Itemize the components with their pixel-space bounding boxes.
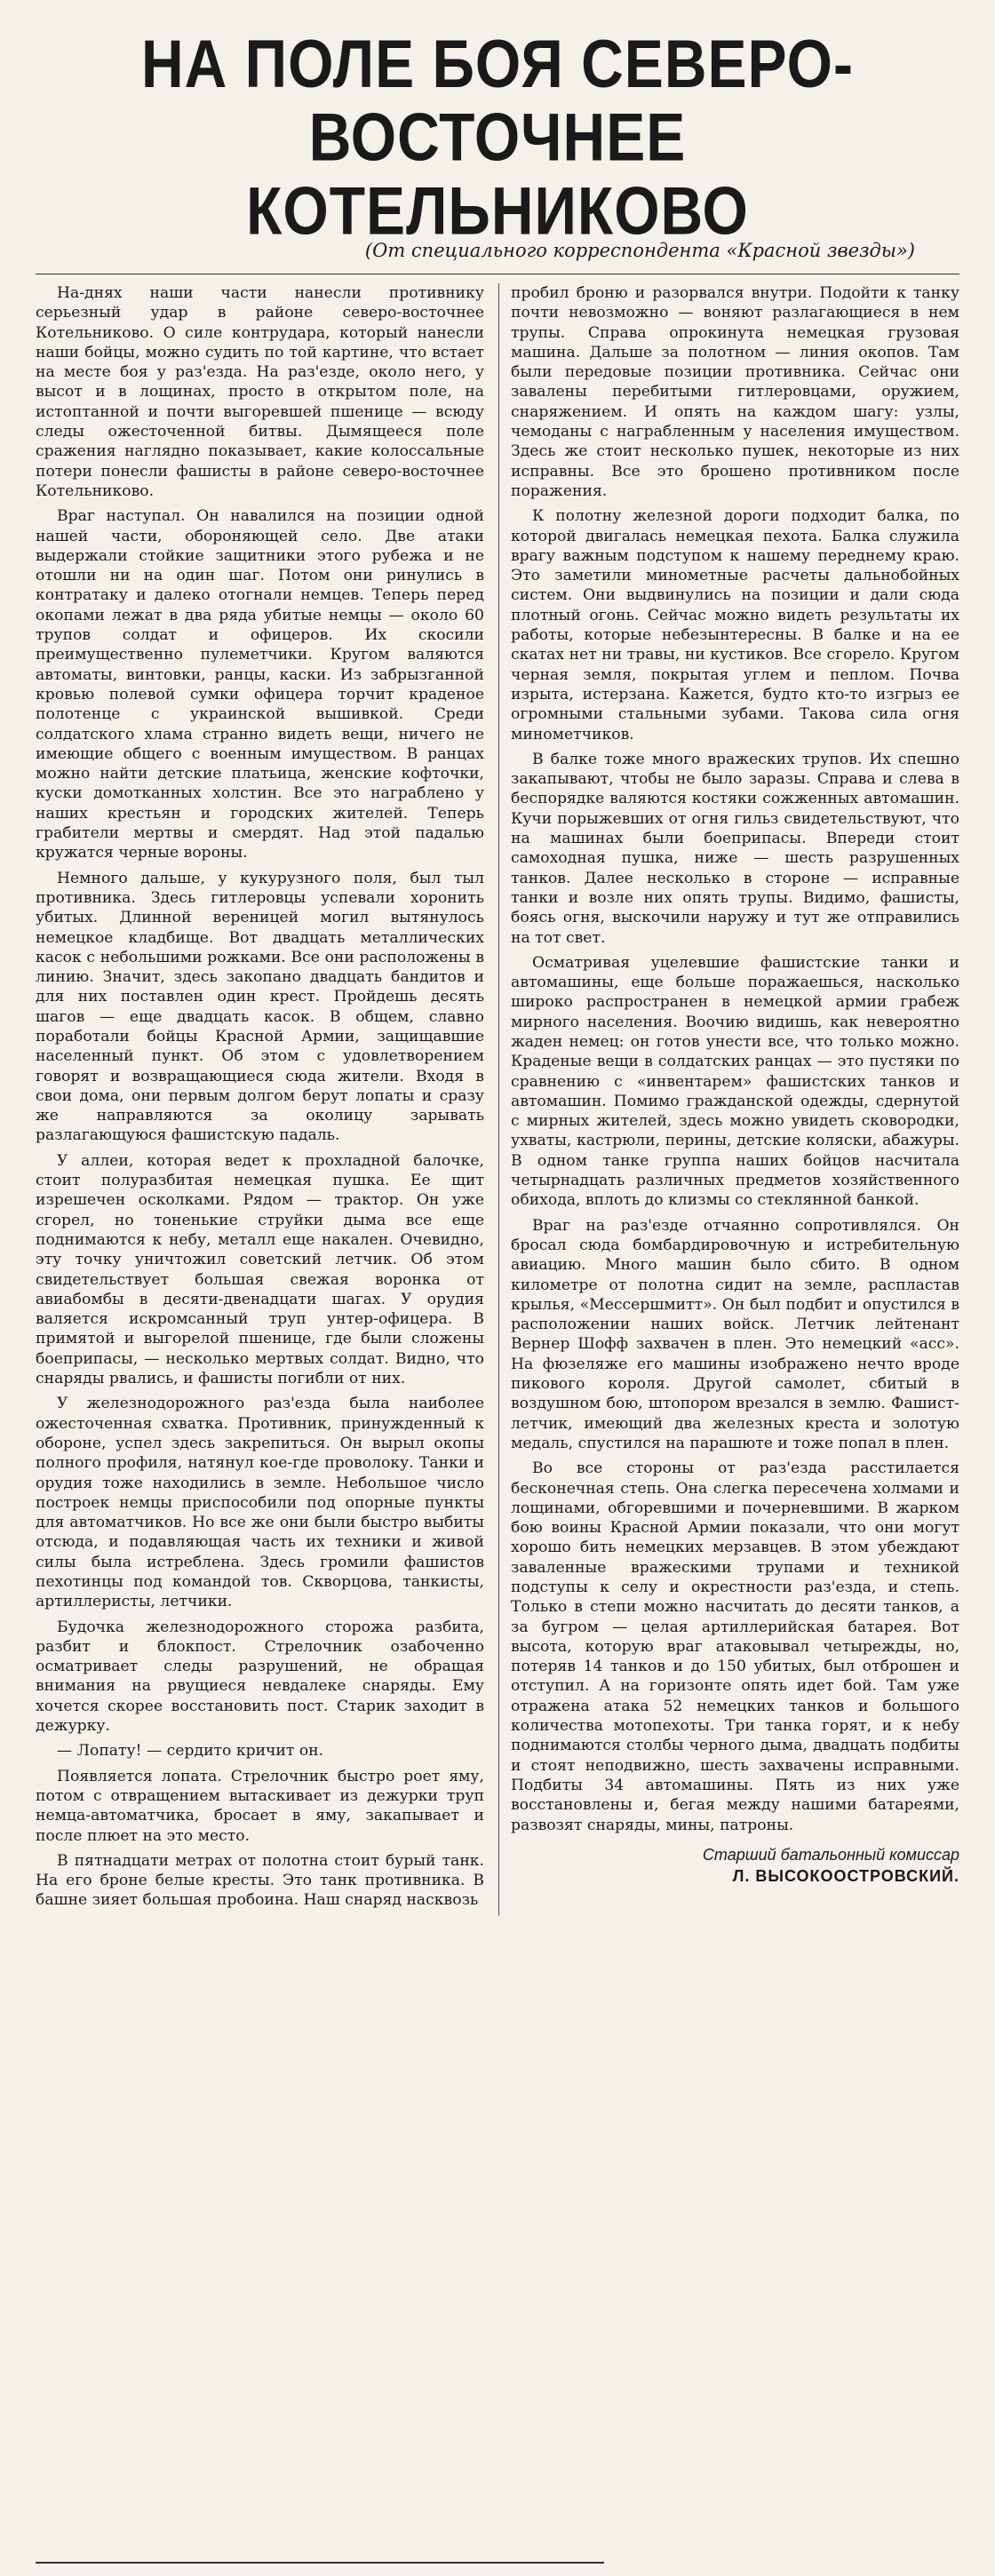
paragraph: Враг наступал. Он навалился на позиции одной нашей части, обороняющей село. Две атаки выдержали стойкие защитники этого рубежа и не отошли ни на один шаг. Потом они ринулись в контратаку и далеко отогнали немцев. Теперь перед окопами лежат в два ряда убитые немцы — около 60 трупов солдат и офицеров. Их скосили преимущественно пулеметчики. Кругом валяются автоматы, винтовки, ранцы, каски. Из забрызганной кровью полевой сумки офицера торчит краденое полотенце с украинской вышивкой. Среди солдатского хлама странно видеть вещи, ничего не имеющие общего с военным имуществом. В ранцах можно найти детские платьица, женские кофточки, куски домотканных холстин. Все это награблено у наших крестьян и городских жителей. Теперь грабители мертвы и смердят. Над этой падалью кружатся черные вороны. bbox=[36, 507, 484, 863]
paragraph: Во все стороны от раз'езда расстилается бесконечная степь. Она слегка пересечена холмами и лощинами, обгоревшими и почерневшими. В жарком бою воины Красной Армии показали, что они могут хорошо бить немецких мерзавцев. В этом убеждают заваленные вражескими трупами и техникой подступы к селу и окрестности раз'езда, и степь. Только в степи можно насчитать до десяти танков, а за бугром — целая артиллерийская батарея. Вот высота, которую враг атаковывал четырежды, но, потеряв 14 танков и до 150 убитых, был отброшен и отступил. А на горизонте опять идет бой. Там уже отражена атака 52 немецких танков и большого количества мотопехоты. Три танка горят, и к небу поднимаются столбы черного дыма, двадцать подбиты и стоят неподвижно, шесть захвачены исправными. Подбиты 34 автомашины. Пять из них уже восстановлены и, бегая между нашими батареями, развозят снаряды, мины, патроны. bbox=[511, 1459, 959, 1834]
paragraph: Появляется лопата. Стрелочник быстро роет яму, потом с отвращением вытаскивает из дежурки труп немца-автоматчика, бросает в яму, закапывает и после плюет на это место. bbox=[36, 1767, 484, 1845]
paragraph: Будочка железнодорожного сторожа разбита, разбит и блокпост. Стрелочник озабоченно осматривает следы разрушений, не обращая внимания на рвущиеся невдалеке снаряды. Ему хочется скорее восстановить пост. Старик заходит в дежурку. bbox=[36, 1618, 484, 1736]
right-column bbox=[511, 283, 959, 1916]
headline-line-2: КОТЕЛЬНИКОВО bbox=[246, 172, 749, 249]
paragraph: пробил броню и разорвался внутри. Подойти к танку почти невозможно — воняют разлагающиеся в нем трупы. Справа опрокинута немецкая грузовая машина. Дальше за полотном — линия окопов. Там были передовые позиции противника. Сейчас они завалены перебитыми гитлеровцами, оружием, снаряжением. И опять на каждом шагу: узлы, чемоданы с награбленным у населения имуществом. Здесь же стоит несколько пушек, некоторые из них исправны. Все это брошено противником после поражения. bbox=[511, 284, 959, 500]
paragraph: В балке тоже много вражеских трупов. Их спешно закапывают, чтобы не было заразы. Справа и слева в беспорядке валяются костяки сожженных автомашин. Кучи порыжевших от огня гильз свидетельствуют, что на машинах были боеприпасы. Впереди стоит самоходная пушка, ниже — шесть разрушенных танков. Далее несколько в стороне — исправные танки и возле них опять трупы. Видимо, фашисты, боясь огня, выскочили наружу и тут же отправились на тот свет. bbox=[511, 750, 959, 947]
author-name: Л. ВЫСОКООСТРОВСКИЙ. bbox=[732, 1866, 959, 1885]
paragraph: Осматривая уцелевшие фашистские танки и автомашины, еще больше поражаешься, насколько широко распространен в немецкой армии грабеж мирного населения. Воочию видишь, как невероятно жаден немец: он готов унести все, что только можно. Краденые вещи в солдатских ранцах — это пустяки по сравнению с «инвентарем» фашистских танков и автомашин. Помимо гражданской одежды, сдернутой с мирных жителей, здесь можно увидеть сковородки, ухваты, кастрюли, перины, детские коляски, абажуры. В одном танке группа наших бойцов насчитала четырнадцать различных предметов хозяйственного обихода, вплоть до клизмы со стеклянной банкой. bbox=[511, 953, 959, 1210]
bottom-rule bbox=[36, 2562, 604, 2564]
paragraph: В пятнадцати метрах от полотна стоит бурый танк. На его броне белые кресты. Это танк противника. В башне зияет большая пробоина. Наш снаряд насквозь bbox=[36, 1851, 484, 1910]
article-body bbox=[36, 283, 959, 1916]
paragraph: На-днях наши части нанесли противнику серьезный удар в районе северо-восточнее Котельниково. О силе контрудара, который нанесли наши бойцы, можно судить по той картине, что встает на месте боя у раз'езда. На раз'езде, около него, у высот и в лощинах, просто в открытом поле, на истоптанной и почти выгоревшей пшенице — всюду следы ожесточенной битвы. Дымящееся поле сражения наглядно показывает, какие колоссальные потери понесли фашисты в районе северо-восточнее Котельниково. bbox=[36, 284, 484, 500]
article-headline bbox=[36, 27, 959, 247]
paragraph: У железнодорожного раз'езда была наиболее ожесточенная схватка. Противник, принужденный к обороне, успел здесь закрепиться. Он вырыл окопы полного профиля, натянул кое-где проволоку. Танки и орудия тоже находились в земле. Небольшое число построек немцы приспособили под опорные пункты для автоматчиков. Но все же они были быстро выбиты отсюда, и подавляющая часть их техники и живой силы была истреблена. Здесь громили фашистов пехотинцы под командой тов. Скворцова, танкисты, артиллеристы, летчики. bbox=[36, 1395, 484, 1611]
left-column bbox=[36, 283, 484, 1916]
column-divider bbox=[498, 283, 499, 1916]
byline: (От специального корреспондента «Красной звезды») bbox=[364, 240, 915, 261]
headline-line-1: НА ПОЛЕ БОЯ СЕВЕРО-ВОСТОЧНЕЕ bbox=[141, 25, 854, 175]
paragraph: У аллеи, которая ведет к прохладной балочке, стоит полуразбитая немецкая пушка. Ее щит изрешечен осколками. Рядом — трактор. Он уже сгорел, но тоненькие струйки дыма все еще поднимаются к небу, металл еще накален. Очевидно, эту точку уничтожил советский летчик. Об этом свидетельствует большая свежая воронка от авиабомбы в десяти-двенадцати шагах. У орудия валяется искромсанный труп унтер-офицера. В примятой и выгорелой пшенице, где были сложены боеприпасы, — несколько мертвых солдат. Видно, что снаряды рвались, и фашисты погибли от них. bbox=[36, 1151, 484, 1388]
paragraph: К полотну железной дороги подходит балка, по которой двигалась немецкая пехота. Балка служила врагу важным подступом к нашему переднему краю. Это заметили минометные расчеты дальнобойных систем. Они выдвинулись на позиции и дали сюда плотный огонь. Сейчас можно видеть результаты их работы, которые небезынтересны. В балке и на ее скатах нет ни травы, ни кустиков. Все сгорело. Кругом черная земля, покрытая углем и пеплом. Почва изрыта, истерзана. Кажется, будто кто-то изгрыз ее огромными стальными зубами. Такова сила огня минометчиков. bbox=[511, 507, 959, 743]
paragraph: — Лопату! — сердито кричит он. bbox=[57, 1742, 324, 1761]
author-title: Старший батальонный комиссар bbox=[702, 1845, 959, 1864]
paragraph: Враг на раз'езде отчаянно сопротивлялся. Он бросал сюда бомбардировочную и истребительную авиацию. Много машин было сбито. В одном километре от полотна сидит на земле, распластав крылья, «Мессершмитт». Он был подбит и опустился в расположении наших войск. Летчик лейтенант Вернер Шофф захвачен в плен. Это немецкий «асс». На фюзеляже его машины изображено нечто вроде пикового короля. Другой самолет, сбитый в воздушном бою, штопором врезался в землю. Фашист-летчик, имеющий два железных креста и золотую медаль, спустился на парашюте и тоже попал в плен. bbox=[511, 1216, 959, 1452]
author-signature bbox=[511, 1844, 959, 1887]
paragraph: Немного дальше, у кукурузного поля, был тыл противника. Здесь гитлеровцы успевали хоронить убитых. Длинной вереницей могил вытянулось немецкое кладбище. Вот двадцать металлических касок с небольшими рожками. Все они расположены в линию. Значит, здесь закопано двадцать бандитов и для них поставлен один крест. Пройдешь десять шагов — еще двадцать касок. В общем, славно поработали бойцы Красной Армии, защищавшие населенный пункт. Об этом с удовлетворением говорят и возвращающиеся сюда жители. Входя в свои дома, они первым долгом берут лопаты и сразу же направляются за околицу зарывать разлагающуюся фашистскую падаль. bbox=[36, 869, 484, 1145]
